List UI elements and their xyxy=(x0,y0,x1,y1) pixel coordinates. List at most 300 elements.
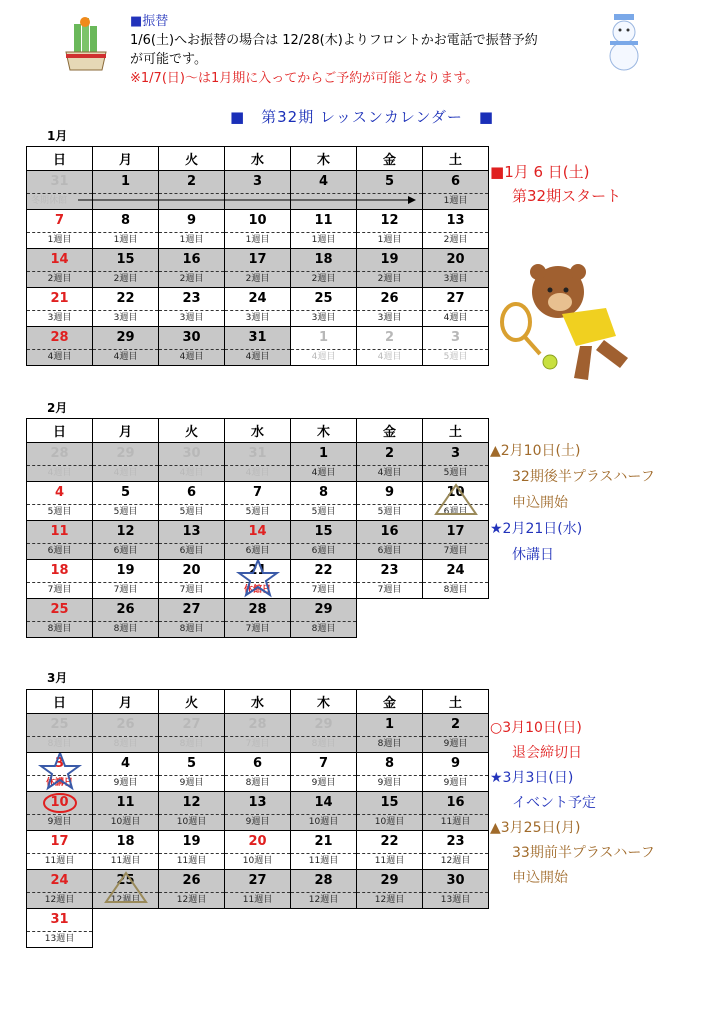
day-number: 14 xyxy=(291,792,356,815)
week-label: 6週目 xyxy=(47,546,72,556)
week-label: 8週目 xyxy=(443,585,468,595)
week-label: 12週目 xyxy=(308,895,339,905)
note-line xyxy=(490,438,655,464)
day-number: 6 xyxy=(225,753,290,776)
day-number: 24 xyxy=(225,288,290,311)
day-number: 17 xyxy=(423,521,488,544)
day-cell xyxy=(357,443,423,482)
note-text: 第32期スタート xyxy=(512,187,622,205)
week-label: 4週目 xyxy=(113,352,138,362)
week-label: 9週目 xyxy=(47,817,72,827)
day-cell xyxy=(423,521,489,560)
day-number: 19 xyxy=(159,831,224,854)
week-label: 1週目 xyxy=(377,235,402,245)
week-label: 1週目 xyxy=(443,196,468,206)
star-marker-icon xyxy=(225,560,291,598)
day-number: 12 xyxy=(93,521,158,544)
week-row xyxy=(27,482,489,521)
week-label: 休講日 xyxy=(45,778,73,788)
day-cell xyxy=(225,482,291,521)
day-number: 17 xyxy=(27,831,92,854)
note-text: 申込開始 xyxy=(512,870,568,886)
day-number: 2 xyxy=(357,327,422,350)
day-cell xyxy=(291,714,357,753)
day-number: 25 xyxy=(27,714,92,737)
day-number: 16 xyxy=(357,521,422,544)
week-row xyxy=(27,870,489,909)
week-label: 3週目 xyxy=(377,313,402,323)
week-label: 3週目 xyxy=(245,313,270,323)
day-cell xyxy=(27,521,93,560)
week-row xyxy=(27,288,489,327)
empty-cell xyxy=(357,599,423,638)
day-cell xyxy=(357,482,423,521)
day-cell xyxy=(93,249,159,288)
week-label: 1週目 xyxy=(47,235,72,245)
day-cell xyxy=(357,831,423,870)
weekday-header: 日 xyxy=(27,419,93,443)
day-cell xyxy=(225,560,291,599)
note-line xyxy=(490,184,621,208)
week-label: 9週目 xyxy=(377,778,402,788)
day-number: 4 xyxy=(27,482,92,505)
day-cell xyxy=(159,171,225,210)
day-cell xyxy=(357,521,423,560)
week-label: 11週目 xyxy=(110,856,141,866)
week-label: 11週目 xyxy=(176,856,207,866)
weekday-header: 金 xyxy=(357,147,423,171)
day-number: 27 xyxy=(225,870,290,893)
circle-marker-icon xyxy=(27,792,93,830)
weekday-header: 木 xyxy=(291,147,357,171)
day-number: 23 xyxy=(159,288,224,311)
day-cell xyxy=(357,870,423,909)
week-label: 9週目 xyxy=(179,778,204,788)
note-text: ★3月3日(日) xyxy=(490,770,574,786)
week-row xyxy=(27,599,489,638)
day-number: 11 xyxy=(291,210,356,233)
day-number: 12 xyxy=(159,792,224,815)
calendar-march xyxy=(26,689,489,948)
day-cell xyxy=(423,210,489,249)
week-label: 1週目 xyxy=(311,235,336,245)
day-number: 23 xyxy=(423,831,488,854)
week-label: 10週目 xyxy=(176,817,207,827)
day-number: 3 xyxy=(423,443,488,466)
week-label: 10週目 xyxy=(308,817,339,827)
day-cell xyxy=(27,560,93,599)
week-label: 11週目 xyxy=(242,895,273,905)
week-label: 1週目 xyxy=(113,235,138,245)
week-label: 6週目 xyxy=(179,546,204,556)
day-number: 5 xyxy=(93,482,158,505)
day-number: 29 xyxy=(291,599,356,622)
week-label: 6週目 xyxy=(443,507,468,517)
day-number: 28 xyxy=(225,599,290,622)
day-number: 8 xyxy=(291,482,356,505)
weekday-header-row xyxy=(27,690,489,714)
weekday-header: 金 xyxy=(357,690,423,714)
day-cell xyxy=(93,753,159,792)
day-number: 19 xyxy=(93,560,158,583)
empty-cell xyxy=(93,909,159,948)
week-label: 5週目 xyxy=(179,507,204,517)
week-row xyxy=(27,753,489,792)
week-label: 7週目 xyxy=(113,585,138,595)
day-cell xyxy=(225,171,291,210)
weekday-header: 金 xyxy=(357,419,423,443)
week-label: 7週目 xyxy=(245,624,270,634)
day-number: 15 xyxy=(93,249,158,272)
week-label: 11週目 xyxy=(44,856,75,866)
day-cell xyxy=(225,210,291,249)
day-cell xyxy=(93,714,159,753)
day-cell xyxy=(225,792,291,831)
day-cell xyxy=(291,482,357,521)
title-mark-left: ■ xyxy=(229,108,246,126)
weekday-header: 月 xyxy=(93,147,159,171)
week-label: 3週目 xyxy=(443,274,468,284)
week-label: 冬期休館 xyxy=(31,196,68,206)
weekday-header: 水 xyxy=(225,419,291,443)
day-cell xyxy=(357,171,423,210)
day-cell xyxy=(225,599,291,638)
day-cell xyxy=(423,171,489,210)
day-cell xyxy=(291,870,357,909)
day-cell xyxy=(423,831,489,870)
week-row xyxy=(27,714,489,753)
title-text: 第32期 レッスンカレンダー xyxy=(261,108,463,126)
empty-cell xyxy=(225,909,291,948)
note-line xyxy=(490,516,655,542)
weekday-header: 月 xyxy=(93,690,159,714)
day-number: 11 xyxy=(93,792,158,815)
notice-line3: ※1/7(日)～は1月期に入ってからご予約が可能となります。 xyxy=(130,71,479,86)
day-cell xyxy=(291,327,357,366)
day-cell xyxy=(357,327,423,366)
day-cell xyxy=(27,443,93,482)
day-number: 29 xyxy=(291,714,356,737)
new-year-decoration-icon xyxy=(62,14,110,72)
weekday-header: 火 xyxy=(159,419,225,443)
week-label: 8週目 xyxy=(113,624,138,634)
day-number: 29 xyxy=(93,327,158,350)
note-text: 休講日 xyxy=(512,547,554,563)
week-label: 4週目 xyxy=(377,352,402,362)
week-row xyxy=(27,327,489,366)
day-cell xyxy=(291,249,357,288)
day-number: 3 xyxy=(225,171,290,194)
note-text: 33期前半プラスハーフ xyxy=(512,845,655,861)
weekday-header-row xyxy=(27,147,489,171)
day-number: 26 xyxy=(93,714,158,737)
week-label: 3週目 xyxy=(47,313,72,323)
day-number: 13 xyxy=(159,521,224,544)
week-label: 6週目 xyxy=(377,546,402,556)
day-cell xyxy=(27,482,93,521)
weekday-header: 水 xyxy=(225,147,291,171)
weekday-header: 木 xyxy=(291,419,357,443)
day-cell xyxy=(423,327,489,366)
day-number: 27 xyxy=(159,714,224,737)
day-cell xyxy=(357,792,423,831)
day-cell xyxy=(93,210,159,249)
day-cell xyxy=(159,482,225,521)
empty-cell xyxy=(159,909,225,948)
week-label: 4週目 xyxy=(179,352,204,362)
day-number: 29 xyxy=(357,870,422,893)
day-cell xyxy=(291,831,357,870)
day-cell xyxy=(423,249,489,288)
day-number: 21 xyxy=(27,288,92,311)
weekday-header: 日 xyxy=(27,147,93,171)
week-label: 4週目 xyxy=(311,352,336,362)
empty-cell xyxy=(423,599,489,638)
day-number: 27 xyxy=(159,599,224,622)
day-number: 22 xyxy=(93,288,158,311)
week-label: 12週目 xyxy=(110,895,141,905)
day-cell xyxy=(159,327,225,366)
day-cell xyxy=(423,560,489,599)
day-cell xyxy=(93,171,159,210)
day-cell xyxy=(159,753,225,792)
note-line xyxy=(490,542,655,568)
day-number: 25 xyxy=(27,599,92,622)
month-label-jan: 1月 xyxy=(47,129,68,143)
day-number: 20 xyxy=(225,831,290,854)
week-label: 5週目 xyxy=(443,352,468,362)
week-label: 2週目 xyxy=(47,274,72,284)
week-label: 11週目 xyxy=(374,856,405,866)
day-number: 9 xyxy=(159,210,224,233)
week-label: 4週目 xyxy=(377,468,402,478)
day-number: 20 xyxy=(159,560,224,583)
day-cell xyxy=(93,521,159,560)
note-text: イベント予定 xyxy=(512,795,596,811)
day-cell xyxy=(159,714,225,753)
day-cell xyxy=(93,327,159,366)
notes-february xyxy=(490,438,655,568)
day-number: 1 xyxy=(291,327,356,350)
day-cell xyxy=(93,482,159,521)
day-cell xyxy=(27,753,93,792)
triangle-marker-icon xyxy=(423,482,489,520)
day-number: 22 xyxy=(357,831,422,854)
note-text: 32期後半プラスハーフ xyxy=(512,469,655,485)
triangle-marker-icon xyxy=(93,870,159,908)
weekday-header: 土 xyxy=(423,690,489,714)
week-label: 5週目 xyxy=(311,507,336,517)
day-number: 15 xyxy=(291,521,356,544)
day-number: 30 xyxy=(159,327,224,350)
day-number: 21 xyxy=(225,560,290,583)
week-label: 3週目 xyxy=(113,313,138,323)
day-number: 31 xyxy=(27,909,92,932)
week-label: 8週目 xyxy=(377,739,402,749)
day-number: 6 xyxy=(423,171,488,194)
day-number: 3 xyxy=(423,327,488,350)
week-label: 8週目 xyxy=(311,739,336,749)
day-cell xyxy=(159,521,225,560)
day-cell xyxy=(27,327,93,366)
day-number: 2 xyxy=(159,171,224,194)
day-number: 26 xyxy=(159,870,224,893)
note-line xyxy=(490,866,655,891)
note-text: ▲3月25日(月) xyxy=(490,820,581,836)
week-label: 6週目 xyxy=(311,546,336,556)
day-cell xyxy=(291,521,357,560)
week-row xyxy=(27,521,489,560)
day-number: 24 xyxy=(27,870,92,893)
week-label: 9週目 xyxy=(443,739,468,749)
day-cell xyxy=(225,249,291,288)
day-number: 14 xyxy=(225,521,290,544)
month-label-feb: 2月 xyxy=(47,401,68,415)
week-label: 2週目 xyxy=(443,235,468,245)
day-cell xyxy=(27,714,93,753)
week-label: 12週目 xyxy=(44,895,75,905)
day-number: 18 xyxy=(93,831,158,854)
day-number: 5 xyxy=(357,171,422,194)
week-row xyxy=(27,560,489,599)
week-label: 4週目 xyxy=(245,468,270,478)
week-row xyxy=(27,792,489,831)
day-cell xyxy=(93,443,159,482)
day-cell xyxy=(357,249,423,288)
note-line xyxy=(490,160,621,184)
week-label: 5週目 xyxy=(47,507,72,517)
day-cell xyxy=(291,753,357,792)
bear-tennis-icon xyxy=(496,262,632,386)
day-number: 7 xyxy=(27,210,92,233)
day-cell xyxy=(423,288,489,327)
day-number: 31 xyxy=(27,171,92,194)
note-text: ★2月21日(水) xyxy=(490,521,583,537)
snowman-icon xyxy=(606,14,642,72)
day-number: 9 xyxy=(357,482,422,505)
weekday-header: 月 xyxy=(93,419,159,443)
week-label: 6週目 xyxy=(113,546,138,556)
day-cell xyxy=(357,288,423,327)
day-number: 11 xyxy=(27,521,92,544)
day-number: 22 xyxy=(291,560,356,583)
week-label: 4週目 xyxy=(311,468,336,478)
day-cell xyxy=(27,792,93,831)
week-label: 休館日 xyxy=(243,585,271,595)
day-number: 29 xyxy=(93,443,158,466)
day-number: 2 xyxy=(357,443,422,466)
week-row xyxy=(27,443,489,482)
day-number: 1 xyxy=(357,714,422,737)
notice-line1: 1/6(土)へお振替の場合は 12/28(木)よりフロントかお電話で振替予約 xyxy=(130,33,538,48)
weekday-header: 日 xyxy=(27,690,93,714)
day-cell xyxy=(93,792,159,831)
day-number: 9 xyxy=(423,753,488,776)
week-label: 8週目 xyxy=(113,739,138,749)
day-number: 28 xyxy=(27,327,92,350)
calendar-january xyxy=(26,146,489,366)
day-number: 10 xyxy=(27,792,92,815)
day-cell xyxy=(423,753,489,792)
day-cell xyxy=(357,753,423,792)
day-number: 31 xyxy=(225,443,290,466)
day-number: 8 xyxy=(357,753,422,776)
day-number: 30 xyxy=(159,443,224,466)
day-cell xyxy=(159,560,225,599)
week-label: 13週目 xyxy=(440,895,471,905)
day-cell xyxy=(225,288,291,327)
weekday-header-row xyxy=(27,419,489,443)
week-label: 7週目 xyxy=(377,585,402,595)
week-label: 4週目 xyxy=(443,313,468,323)
note-line xyxy=(490,741,655,766)
week-label: 11週目 xyxy=(440,817,471,827)
note-line xyxy=(490,766,655,791)
day-cell xyxy=(225,521,291,560)
week-label: 1週目 xyxy=(245,235,270,245)
day-number: 4 xyxy=(93,753,158,776)
week-label: 7週目 xyxy=(311,585,336,595)
week-label: 2週目 xyxy=(245,274,270,284)
weekday-header: 木 xyxy=(291,690,357,714)
day-cell xyxy=(225,714,291,753)
day-cell xyxy=(291,288,357,327)
day-cell xyxy=(93,288,159,327)
week-label: 8週目 xyxy=(179,739,204,749)
day-cell xyxy=(291,171,357,210)
week-label: 5週目 xyxy=(245,507,270,517)
week-label: 5週目 xyxy=(377,507,402,517)
day-number: 24 xyxy=(423,560,488,583)
day-number: 26 xyxy=(93,599,158,622)
calendar-february xyxy=(26,418,489,638)
note-text: 退会締切日 xyxy=(512,745,582,761)
day-number: 7 xyxy=(225,482,290,505)
day-cell xyxy=(159,792,225,831)
notes-january xyxy=(490,160,621,208)
day-cell xyxy=(27,210,93,249)
week-label: 4週目 xyxy=(245,352,270,362)
week-label: 7週目 xyxy=(179,585,204,595)
day-cell xyxy=(159,599,225,638)
day-cell xyxy=(159,210,225,249)
week-label: 9週目 xyxy=(443,778,468,788)
empty-cell xyxy=(423,909,489,948)
note-text: 申込開始 xyxy=(512,495,568,511)
day-number: 5 xyxy=(159,753,224,776)
day-number: 4 xyxy=(291,171,356,194)
day-cell xyxy=(159,443,225,482)
day-cell xyxy=(291,560,357,599)
day-cell xyxy=(291,210,357,249)
day-number: 1 xyxy=(291,443,356,466)
week-label: 8週目 xyxy=(47,739,72,749)
day-cell xyxy=(291,599,357,638)
day-cell xyxy=(423,482,489,521)
day-number: 10 xyxy=(423,482,488,505)
week-label: 5週目 xyxy=(113,507,138,517)
week-label: 4週目 xyxy=(113,468,138,478)
note-line xyxy=(490,816,655,841)
weekday-header: 土 xyxy=(423,419,489,443)
week-label: 4週目 xyxy=(47,352,72,362)
day-cell xyxy=(225,753,291,792)
week-label: 4週目 xyxy=(179,468,204,478)
weekday-header: 水 xyxy=(225,690,291,714)
week-label: 7週目 xyxy=(443,546,468,556)
day-cell xyxy=(27,831,93,870)
day-cell xyxy=(423,792,489,831)
